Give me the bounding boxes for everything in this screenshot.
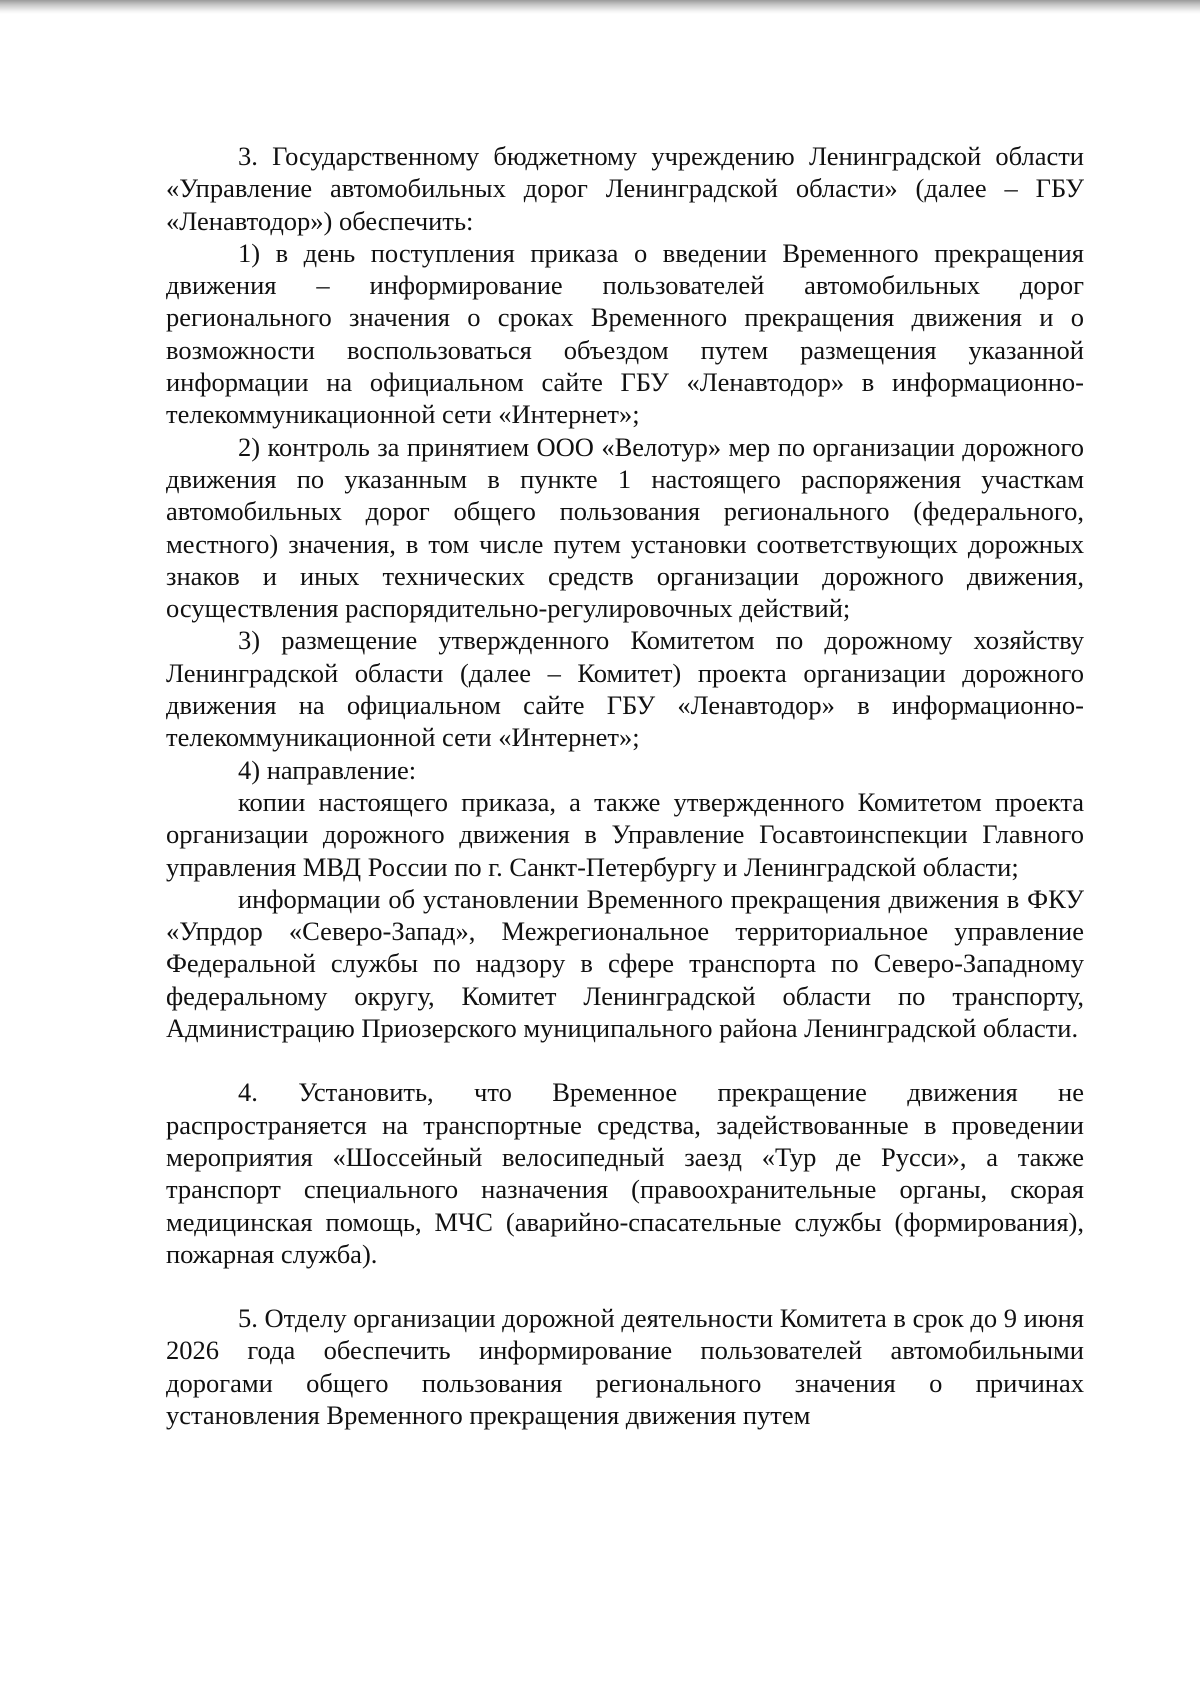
subitem-3: 3) размещение утвержденного Комитетом по дорожному хозяйству Ленинградской области (далее – Комитет) проекта организации дорожного движения на официальном сайте ГБУ «Ленавтодор» в информационно-телекоммуникационной сети «Интернет»; [166, 625, 1084, 753]
paragraph-item-3: 3. Государственному бюджетному учреждению Ленинградской области «Управление автомобильных дорог Ленинградской области» (далее – ГБУ «Ленавтодор») обеспечить: [166, 141, 1084, 236]
scan-top-edge [0, 0, 1200, 14]
paragraph-gap [166, 1044, 1084, 1076]
subitem-1: 1) в день поступления приказа о введении Временного прекращения движения – информирование пользователей автомобильных дорог регионального значения о сроках Временного прекращения движения и о возможности воспользоваться объездом путем размещения указанной информации на официальном сайте ГБУ «Ленавтодор» в информационно-телекоммуникационной сети «Интернет»; [166, 237, 1084, 430]
subitem-4-info: информации об установлении Временного прекращения движения в ФКУ «Упрдор «Северо-Запад», Межрегиональное территориальное управление Федеральной службы по надзору в сфере транспорта по Северо-Западному федеральному округу, Комитет Ленинградской области по транспорту, Администрацию Приозерского муниципального района Ленинградской области. [166, 883, 1084, 1044]
subitem-4-copies: копии настоящего приказа, а также утвержденного Комитетом проекта организации дорожного движения в Управление Госавтоинспекции Главного управления МВД России по г. Санкт-Петербургу и Ленинградской области; [166, 786, 1084, 882]
subitem-2: 2) контроль за принятием ООО «Велотур» мер по организации дорожного движения по указанным в пункте 1 настоящего распоряжения участкам автомобильных дорог общего пользования регионального (федерального, местного) значения, в том числе путем установки соответствующих дорожных знаков и иных технических средств организации дорожного движения, осуществления распорядительно-регулировочных действий; [166, 431, 1084, 624]
paragraph-item-4: 4. Установить, что Временное прекращение движения не распространяется на транспортные средства, задействованные в проведении мероприятия «Шоссейный велосипедный заезд «Тур де Русси», а также транспорт специального назначения (правоохранительные органы, скорая медицинская помощь, МЧС (аварийно-спасательные службы (формирования), пожарная служба). [166, 1077, 1084, 1269]
paragraph-gap [166, 1270, 1084, 1302]
paragraph-item-5: 5. Отделу организации дорожной деятельности Комитета в срок до 9 июня 2026 года обеспечить информирование пользователей автомобильными дорогами общего пользования регионального значения о причинах установления Временного прекращения движения путем [166, 1303, 1084, 1430]
document-body [166, 140, 1084, 1431]
subitem-4: 4) направление: [238, 754, 417, 785]
